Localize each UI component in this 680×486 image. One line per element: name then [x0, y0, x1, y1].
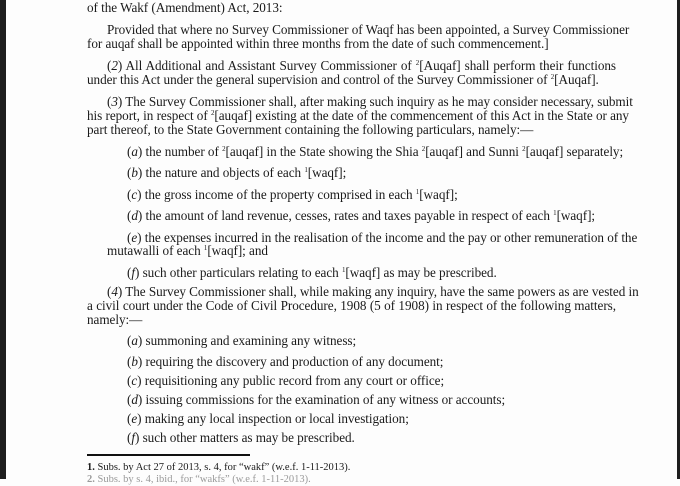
- text: the gross income of the property comprised in each: [144, 187, 416, 202]
- clause-letter: a: [131, 144, 138, 159]
- text: [waqf];: [556, 208, 596, 223]
- document-page: [6, 0, 677, 485]
- clause-3f: (f) such other particulars relating to each $^1$[waqf] as may be prescribed.: [127, 265, 497, 280]
- footnote-ref[interactable]: 2: [421, 145, 426, 153]
- clause-letter: a: [131, 333, 138, 348]
- subsection-4-line-3: [87, 312, 142, 327]
- footnote-separator: [87, 454, 250, 456]
- clause-4b: (b) requiring the discovery and production of any document;: [127, 354, 444, 369]
- clause-3e-line-2: [107, 243, 268, 258]
- footnote-1: [87, 462, 350, 474]
- subsection-2-line-2: [87, 72, 599, 87]
- clause-letter: d: [131, 392, 138, 407]
- text: [waqf] as may be prescribed.: [345, 265, 497, 280]
- text: The Survey Commissioner shall, after making such inquiry as he may consider necessary, submit: [125, 94, 633, 109]
- footnote-ref[interactable]: 1: [553, 209, 557, 217]
- clause-3a: (a) the number of $^2$[auqaf] in the State showing the Shia $^2$[auqaf] and Sunni $^2$[auqaf] separately;: [127, 144, 624, 159]
- clause-4a: (a) summoning and examining any witness;: [127, 333, 357, 348]
- clause-letter: f: [131, 430, 135, 445]
- footnote-ref[interactable]: 2: [522, 145, 526, 153]
- text: [auqaf] and Sunni: [425, 144, 523, 159]
- subsection-4-line-2: [87, 298, 616, 313]
- footnote-ref[interactable]: 2: [550, 73, 555, 81]
- text: the number of: [145, 144, 223, 159]
- text: the amount of land revenue, cesses, rates and taxes payable in respect of each: [145, 208, 554, 223]
- footnote-ref[interactable]: 2: [222, 145, 226, 153]
- subsection-3-line-2: [87, 108, 629, 123]
- subsection-4-line-1: (4) The Survey Commissioner shall, while making any inquiry, have the same powers as are vested in: [107, 284, 639, 299]
- footnote-number: 2.: [87, 474, 95, 485]
- text: [waqf];: [419, 187, 458, 202]
- proviso-text-2: for auqaf shall be appointed within three months from the date of such commencement.]: [87, 36, 549, 51]
- clause-3e-line-1: (e) the expenses incurred in the realisation of the income and the pay or other remuneration of the: [127, 230, 638, 245]
- text: requiring the discovery and production of any document;: [145, 354, 444, 369]
- proviso-line-2: [87, 36, 549, 51]
- text: [auqaf] existing at the date of the commencement of this Act in the State or any: [214, 108, 629, 123]
- footnote-ref[interactable]: 1: [341, 266, 346, 274]
- subsection-2-line-1: (2) All Additional and Assistant Survey Commissioner of $^2$[Auqaf] shall perform their functions: [107, 58, 616, 73]
- intro-tail-text: of the Wakf (Amendment) Act, 2013:: [87, 0, 283, 15]
- clause-3d: (d) the amount of land revenue, cesses, rates and taxes payable in respect of each $^1$[waqf];: [127, 208, 596, 223]
- clause-4d: (d) issuing commissions for the examination of any witness or accounts;: [127, 392, 506, 407]
- clause-letter: f: [131, 265, 135, 280]
- subsection-4-number: 4: [111, 284, 118, 299]
- footnote-ref[interactable]: 2: [415, 59, 420, 67]
- footnote-ref[interactable]: 1: [203, 244, 208, 252]
- subsection-2-number: 2: [111, 58, 118, 73]
- text: [waqf];: [307, 165, 347, 180]
- text: the expenses incurred in the realisation of the income and the pay or other remuneration of the: [144, 230, 638, 245]
- text: [Auqaf].: [554, 72, 599, 87]
- text: his report, in respect of: [87, 108, 211, 123]
- text: issuing commissions for the examination of any witness or accounts;: [145, 392, 506, 407]
- text: namely:—: [87, 312, 143, 327]
- footnote-2: [87, 474, 311, 486]
- intro-tail: [87, 0, 283, 15]
- clause-letter: c: [131, 187, 138, 202]
- text: mutawalli of each: [107, 243, 204, 258]
- proviso-text-1: Provided that where no Survey Commissioner of Waqf has been appointed, a Survey Commissioner: [107, 22, 630, 37]
- text: a civil court under the Code of Civil Procedure, 1908 (5 of 1908) in respect of the following matters,: [87, 298, 616, 313]
- text: making any local inspection or local investigation;: [144, 411, 409, 426]
- footnote-number: 1.: [87, 462, 95, 473]
- text: The Survey Commissioner shall, while making any inquiry, have the same powers as are vested in: [125, 284, 639, 299]
- clause-4e: (e) making any local inspection or local investigation;: [127, 411, 409, 426]
- clause-3b: (b) the nature and objects of each $^1$[waqf];: [127, 165, 347, 180]
- text: [waqf]; and: [207, 243, 268, 258]
- footnote-text: Subs. by s. 4, ibid., for “wakfs” (w.e.f. 1-11-2013).: [97, 474, 311, 485]
- text: summoning and examining any witness;: [145, 333, 357, 348]
- clause-4c: (c) requisitioning any public record from any court or office;: [127, 373, 445, 388]
- clause-letter: e: [131, 411, 138, 426]
- clause-letter: e: [131, 230, 138, 245]
- clause-letter: b: [131, 165, 138, 180]
- subsection-3-line-1: (3) The Survey Commissioner shall, after making such inquiry as he may consider necessary, submit: [107, 94, 633, 109]
- footnote-text: Subs. by Act 27 of 2013, s. 4, for “wakf” (w.e.f. 1-11-2013).: [97, 462, 351, 473]
- text: such other particulars relating to each: [142, 265, 342, 280]
- clause-4f: (f) such other matters as may be prescribed.: [127, 430, 355, 445]
- footnote-ref[interactable]: 2: [210, 109, 215, 117]
- text: part thereof, to the State Government containing the following particulars, namely:—: [87, 122, 534, 137]
- text: [Auqaf] shall perform their functions: [419, 58, 616, 73]
- text: [auqaf] in the State showing the Shia: [225, 144, 422, 159]
- proviso-line-1: [87, 22, 630, 37]
- text: such other matters as may be prescribed.: [142, 430, 355, 445]
- clause-letter: c: [131, 373, 138, 388]
- text: All Additional and Assistant Survey Commissioner of: [125, 58, 416, 73]
- text: the nature and objects of each: [145, 165, 305, 180]
- clause-letter: d: [131, 208, 138, 223]
- text: [auqaf] separately;: [525, 144, 624, 159]
- text: requisitioning any public record from any court or office;: [144, 373, 445, 388]
- clause-3c: (c) the gross income of the property comprised in each $^1$[waqf];: [127, 187, 458, 202]
- text: under this Act under the general supervision and control of the Survey Commissioner of: [87, 72, 551, 87]
- subsection-3-number: 3: [111, 94, 118, 109]
- subsection-3-line-3: [87, 122, 533, 137]
- footnote-ref[interactable]: 1: [304, 166, 308, 174]
- footnote-ref[interactable]: 1: [415, 188, 420, 196]
- clause-letter: b: [131, 354, 138, 369]
